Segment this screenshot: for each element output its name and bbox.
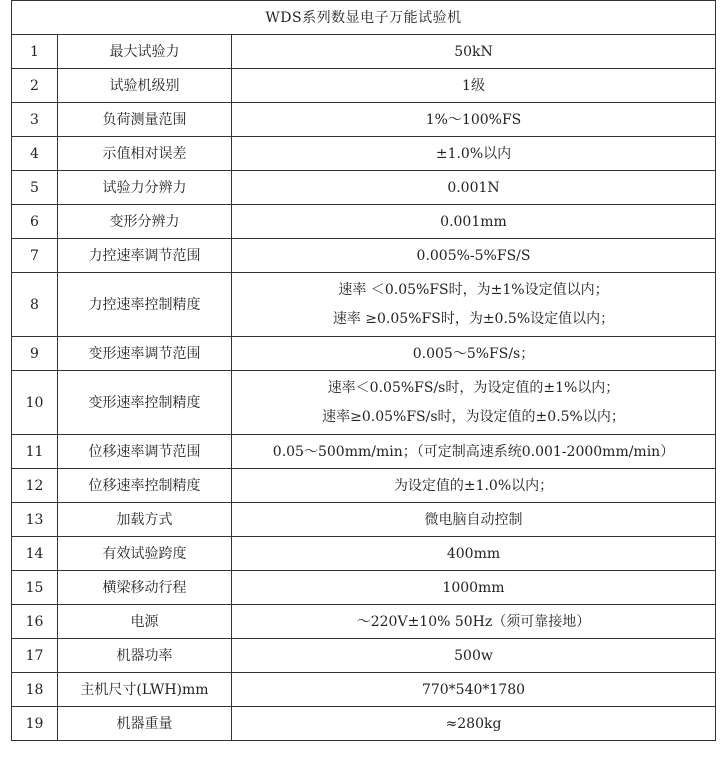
row-number: 4	[12, 137, 58, 171]
table-row	[12, 707, 716, 741]
row-parameter: 机器功率	[58, 639, 232, 673]
table-row	[12, 273, 716, 337]
row-value: 0.001mm	[232, 205, 716, 239]
row-parameter: 位移速率调节范围	[58, 435, 232, 469]
row-number: 5	[12, 171, 58, 205]
table-row	[12, 673, 716, 707]
row-value: ≈280kg	[232, 707, 716, 741]
row-value: 770*540*1780	[232, 673, 716, 707]
row-value: 50kN	[232, 35, 716, 69]
row-value-line: 速率 ＜0.05%FS时，为±1%设定值以内；	[338, 281, 609, 298]
row-parameter: 试验力分辨力	[58, 171, 232, 205]
row-value-line: 速率 ≥0.05%FS时，为±0.5%设定值以内；	[332, 310, 615, 327]
row-parameter: 变形分辨力	[58, 205, 232, 239]
table-row	[12, 239, 716, 273]
table-row	[12, 205, 716, 239]
table-row	[12, 605, 716, 639]
row-value: 0.005%-5%FS/S	[232, 239, 716, 273]
row-parameter: 力控速率调节范围	[58, 239, 232, 273]
row-value	[232, 371, 716, 435]
row-value: 0.001N	[232, 171, 716, 205]
row-parameter: 力控速率控制精度	[58, 273, 232, 337]
table-row	[12, 137, 716, 171]
row-number: 1	[12, 35, 58, 69]
table-row	[12, 639, 716, 673]
row-parameter: 电源	[58, 605, 232, 639]
table-row	[12, 103, 716, 137]
row-parameter: 有效试验跨度	[58, 537, 232, 571]
row-number: 16	[12, 605, 58, 639]
table-row	[12, 371, 716, 435]
row-parameter: 负荷测量范围	[58, 103, 232, 137]
row-number: 2	[12, 69, 58, 103]
row-number: 3	[12, 103, 58, 137]
row-parameter: 主机尺寸(LWH)mm	[58, 673, 232, 707]
row-parameter: 横梁移动行程	[58, 571, 232, 605]
spec-table	[11, 0, 716, 741]
row-number: 6	[12, 205, 58, 239]
row-value: ～220V±10% 50Hz（须可靠接地）	[232, 605, 716, 639]
table-row	[12, 171, 716, 205]
row-number: 8	[12, 273, 58, 337]
row-value: 500w	[232, 639, 716, 673]
table-row	[12, 337, 716, 371]
table-row	[12, 35, 716, 69]
row-number: 15	[12, 571, 58, 605]
row-number: 7	[12, 239, 58, 273]
table-row	[12, 537, 716, 571]
row-value	[232, 273, 716, 337]
table-row	[12, 571, 716, 605]
table-row	[12, 503, 716, 537]
row-value: 0.005～5%FS/s；	[232, 337, 716, 371]
row-number: 12	[12, 469, 58, 503]
row-parameter: 位移速率控制精度	[58, 469, 232, 503]
table-row	[12, 469, 716, 503]
row-parameter: 变形速率控制精度	[58, 371, 232, 435]
row-number: 10	[12, 371, 58, 435]
row-value: 1级	[232, 69, 716, 103]
row-parameter: 最大试验力	[58, 35, 232, 69]
row-value: 1000mm	[232, 571, 716, 605]
table-row	[12, 435, 716, 469]
row-value-line: 速率＜0.05%FS/s时，为设定值的±1%以内；	[327, 379, 620, 396]
row-number: 9	[12, 337, 58, 371]
row-value: 微电脑自动控制	[232, 503, 716, 537]
row-parameter: 示值相对误差	[58, 137, 232, 171]
row-number: 19	[12, 707, 58, 741]
row-parameter: 试验机级别	[58, 69, 232, 103]
row-value: 1%～100%FS	[232, 103, 716, 137]
row-value: 0.05～500mm/min；（可定制高速系统0.001-2000mm/min）	[232, 435, 716, 469]
row-parameter: 机器重量	[58, 707, 232, 741]
row-value-line: 速率≥0.05%FS/s时，为设定值的±0.5%以内；	[322, 408, 625, 425]
row-number: 18	[12, 673, 58, 707]
table-row	[12, 69, 716, 103]
row-parameter: 变形速率调节范围	[58, 337, 232, 371]
table-title: WDS系列数显电子万能试验机	[12, 1, 716, 35]
row-value: 为设定值的±1.0%以内；	[232, 469, 716, 503]
row-parameter: 加载方式	[58, 503, 232, 537]
row-number: 13	[12, 503, 58, 537]
row-value: ±1.0%以内	[232, 137, 716, 171]
row-value: 400mm	[232, 537, 716, 571]
row-number: 11	[12, 435, 58, 469]
row-number: 14	[12, 537, 58, 571]
row-number: 17	[12, 639, 58, 673]
